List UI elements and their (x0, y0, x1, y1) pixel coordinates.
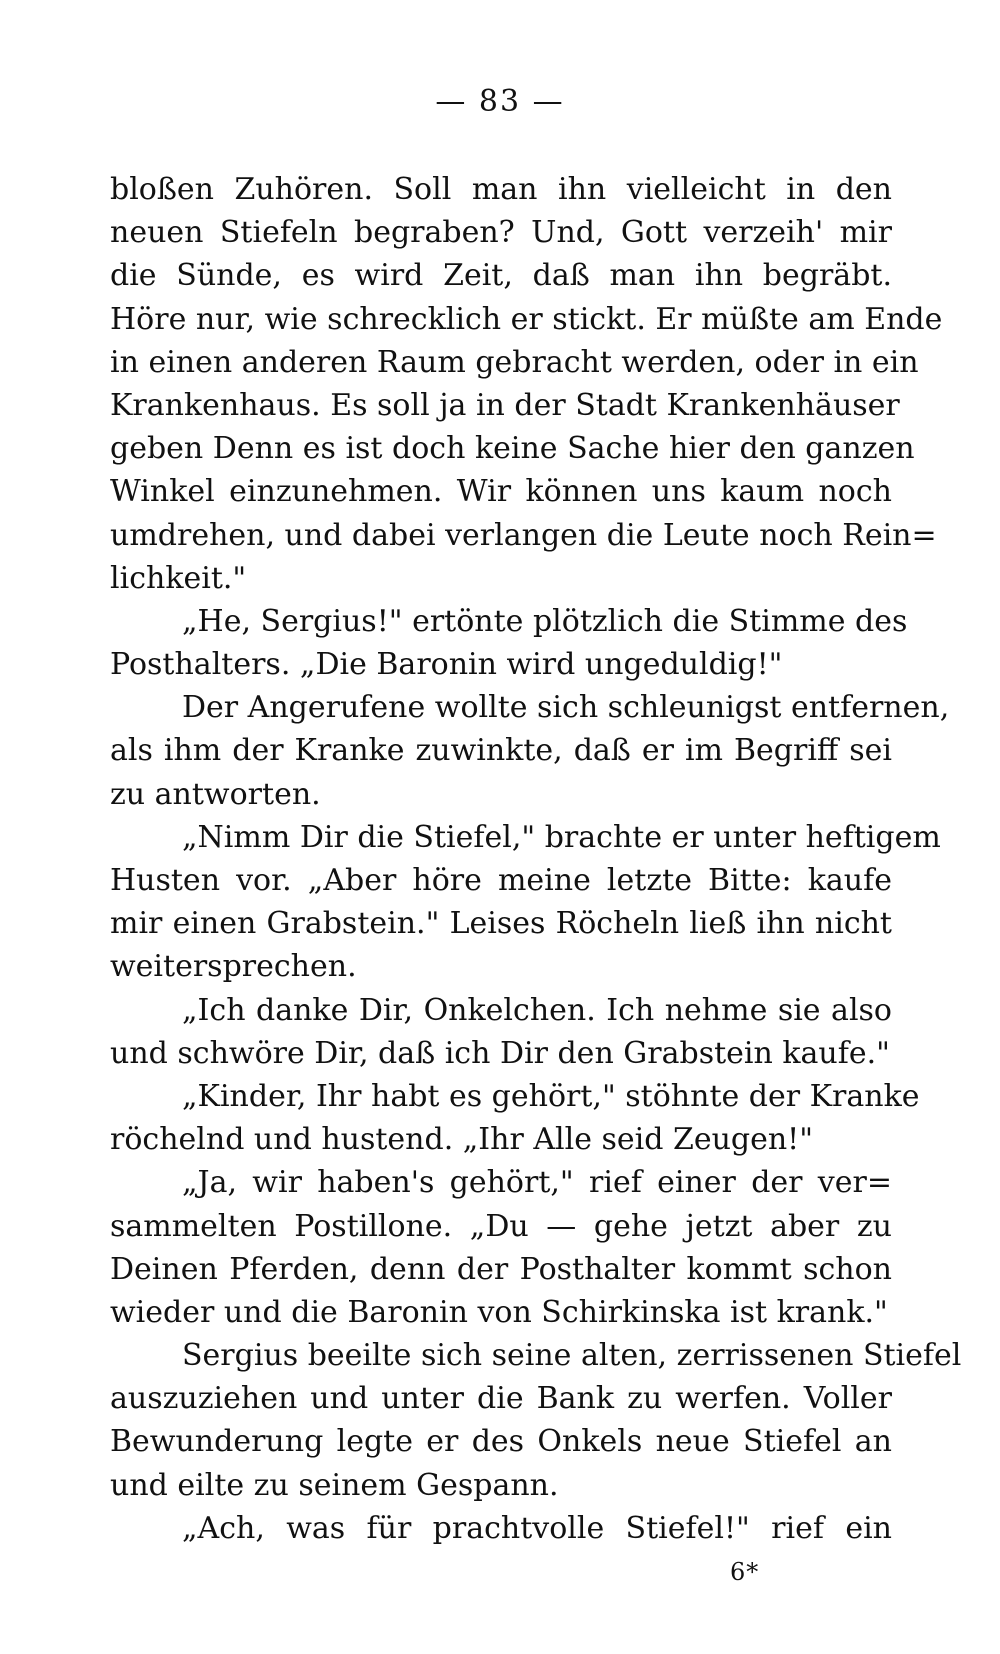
text-line: sammelten Postillone. „Du — gehe jetzt aber zu (110, 1208, 892, 1244)
text-line: „Ich danke Dir, Onkelchen. Ich nehme sie also (182, 992, 892, 1028)
text-line: Winkel einzunehmen. Wir können uns kaum noch (110, 474, 892, 510)
text-line: wieder und die Baronin von Schirkinska ist krank." (110, 1294, 888, 1330)
text-line: Deinen Pferden, denn der Posthalter kommt schon (110, 1251, 892, 1287)
text-line: „Ach, was für prachtvolle Stiefel!" rief ein (182, 1510, 892, 1546)
text-line: die Sünde, es wird Zeit, daß man ihn begräbt. (110, 258, 892, 294)
text-line: röchelnd und hustend. „Ihr Alle seid Zeugen!" (110, 1122, 814, 1158)
signature-mark: 6* (730, 1558, 760, 1586)
text-line: auszuziehen und unter die Bank zu werfen. Voller (110, 1381, 892, 1417)
text-line: als ihm der Kranke zuwinkte, daß er im Begriff sei (110, 733, 892, 769)
text-line: Posthalters. „Die Baronin wird ungeduldig!" (110, 647, 783, 683)
text-line: weitersprechen. (110, 949, 357, 985)
text-line: Husten vor. „Aber höre meine letzte Bitte: kaufe (110, 863, 892, 898)
page-number: — 83 — (435, 84, 565, 119)
page-body-text (110, 168, 962, 1550)
text-line: „He, Sergius!" ertönte plötzlich die Stimme des (182, 603, 908, 639)
text-line: mir einen Grabstein." Leises Röcheln ließ ihn nicht (110, 906, 892, 942)
text-line: in einen anderen Raum gebracht werden, oder in ein (110, 344, 919, 380)
text-line: neuen Stiefeln begraben? Und, Gott verzeih' mir (110, 215, 892, 251)
text-line: Bewunderung legte er des Onkels neue Stiefel an (110, 1424, 892, 1460)
text-line: Der Angerufene wollte sich schleunigst entfernen, (182, 690, 950, 726)
text-line: und schwöre Dir, daß ich Dir den Grabstein kaufe." (110, 1035, 890, 1071)
text-line: und eilte zu seinem Gespann. (110, 1467, 559, 1503)
text-line: „Ja, wir haben's gehört," rief einer der ver= (182, 1165, 892, 1201)
text-line: „Nimm Dir die Stiefel," brachte er unter heftigem (182, 819, 941, 855)
text-line: „Kinder, Ihr habt es gehört," stöhnte der Kranke (182, 1078, 920, 1114)
text-line: Sergius beeilte sich seine alten, zerrissenen Stiefel (182, 1338, 962, 1374)
text-line: lichkeit." (110, 560, 247, 596)
text-line: umdrehen, und dabei verlangen die Leute noch Rein= (110, 517, 937, 553)
text-line: zu antworten. (110, 776, 321, 812)
text-line: bloßen Zuhören. Soll man ihn vielleicht in den (110, 172, 892, 207)
text-line: Krankenhaus. Es soll ja in der Stadt Krankenhäuser (110, 387, 900, 423)
text-line: Höre nur, wie schrecklich er stickt. Er müßte am Ende (110, 301, 943, 337)
text-line: geben Denn es ist doch keine Sache hier den ganzen (110, 431, 915, 467)
